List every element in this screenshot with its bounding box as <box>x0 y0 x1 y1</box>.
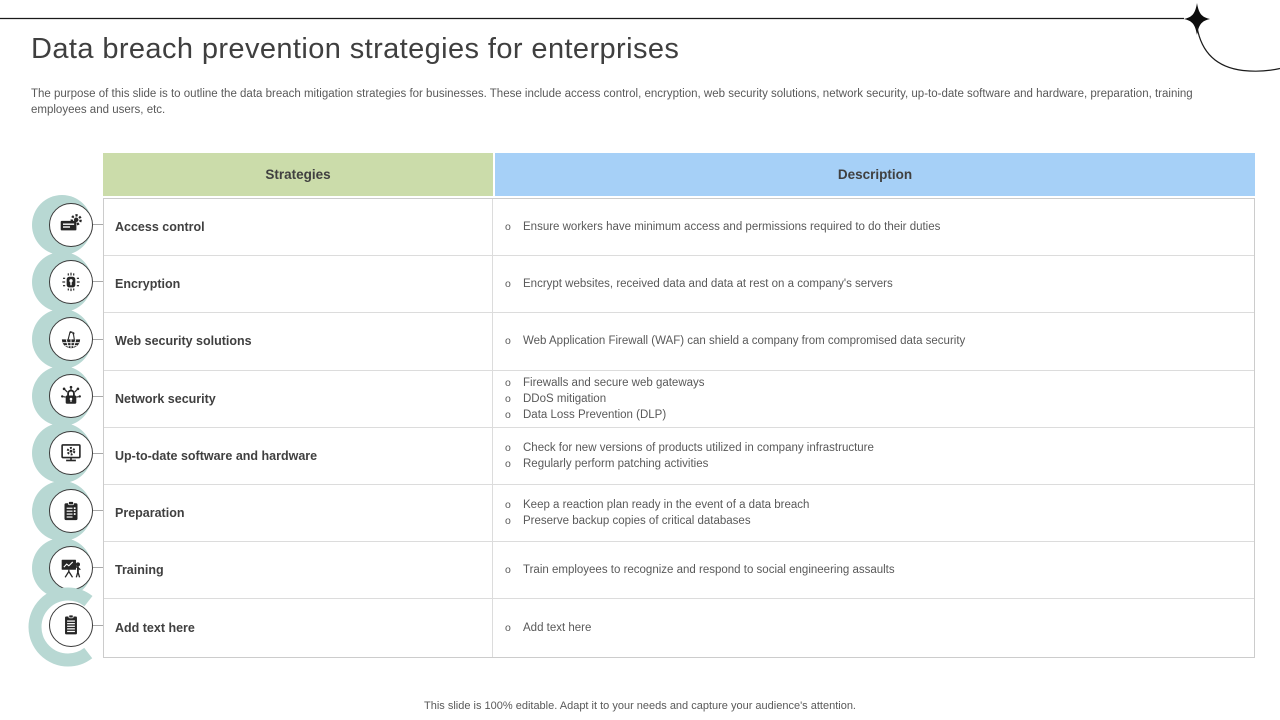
strategy-label: Web security solutions <box>115 334 252 349</box>
table-row <box>104 428 1254 485</box>
bullet-marker: o <box>505 408 511 421</box>
icon-rail <box>0 196 110 658</box>
description-bullet <box>505 391 705 407</box>
bullet-text: Keep a reaction plan ready in the event of a data breach <box>523 499 810 512</box>
strategy-label: Network security <box>115 391 216 406</box>
bullet-text: Data Loss Prevention (DLP) <box>523 408 667 421</box>
strategy-cell <box>104 199 493 255</box>
bullet-list <box>505 219 940 235</box>
bullet-marker: o <box>505 441 511 454</box>
preparation-icon <box>49 489 93 533</box>
encryption-icon <box>49 260 93 304</box>
web-security-icon <box>49 317 93 361</box>
strategy-cell <box>104 428 493 484</box>
bullet-list <box>505 497 809 529</box>
bullet-list <box>505 333 965 349</box>
bullet-text: Encrypt websites, received data and data at rest on a company's servers <box>523 278 893 291</box>
bullet-marker: o <box>505 564 511 577</box>
bullet-marker: o <box>505 221 511 234</box>
bullet-text: Check for new versions of products utilized in company infrastructure <box>523 441 874 454</box>
table-row <box>104 485 1254 542</box>
rail-item <box>0 482 110 539</box>
bullet-text: Train employees to recognize and respond to social engineering assaults <box>523 564 895 577</box>
footer-note: This slide is 100% editable. Adapt it to your needs and capture your audience's attention. <box>424 700 856 712</box>
bullet-marker: o <box>505 335 511 348</box>
bullet-marker: o <box>505 621 511 634</box>
table-row <box>104 542 1254 599</box>
table-body <box>103 198 1255 658</box>
strategy-cell <box>104 485 493 541</box>
table-row <box>104 199 1254 256</box>
description-bullet <box>505 456 874 472</box>
strategy-label: Training <box>115 563 164 578</box>
bullet-marker: o <box>505 376 511 389</box>
description-bullet <box>505 513 809 529</box>
rail-item <box>0 596 110 653</box>
description-bullet <box>505 407 705 423</box>
strategy-label: Up-to-date software and hardware <box>115 448 318 463</box>
bullet-list <box>505 276 893 292</box>
access-control-icon <box>49 203 93 247</box>
description-cell <box>493 428 1254 484</box>
rail-item <box>0 196 110 253</box>
description-cell <box>493 599 1254 656</box>
strategies-table <box>103 153 1255 658</box>
description-bullet <box>505 497 809 513</box>
page-title: Data breach prevention strategies for enterprises <box>31 33 680 65</box>
description-bullet <box>505 440 874 456</box>
bullet-marker: o <box>505 515 511 528</box>
strategy-cell <box>104 599 493 656</box>
column-header-strategies: Strategies <box>103 153 493 196</box>
sparkle-icon <box>1184 3 1210 35</box>
bullet-marker: o <box>505 457 511 470</box>
bullet-text: Add text here <box>523 621 592 634</box>
description-cell <box>493 199 1254 255</box>
strategy-cell <box>104 313 493 369</box>
description-bullet <box>505 562 895 578</box>
bullet-text: DDoS mitigation <box>523 392 607 405</box>
rail-item <box>0 310 110 367</box>
description-bullet <box>505 276 893 292</box>
strategy-cell <box>104 371 493 427</box>
bullet-list <box>505 562 895 578</box>
strategy-label: Access control <box>115 220 205 235</box>
rail-item <box>0 368 110 425</box>
description-cell <box>493 371 1254 427</box>
rail-item <box>0 425 110 482</box>
bullet-text: Firewalls and secure web gateways <box>523 376 705 389</box>
description-cell <box>493 256 1254 312</box>
bullet-text: Preserve backup copies of critical databases <box>523 515 751 528</box>
bullet-marker: o <box>505 392 511 405</box>
description-bullet <box>505 375 705 391</box>
slide-subtitle: The purpose of this slide is to outline the data breach mitigation strategies for businesses. These include access control, encryption, web security solutions, network security, up-to-date software and hardware, preparation, training employees and users, etc. <box>31 88 1193 117</box>
bullet-list <box>505 620 591 636</box>
add-text-icon <box>49 603 93 647</box>
strategy-label: Encryption <box>115 277 181 292</box>
bullet-text: Ensure workers have minimum access and permissions required to do their duties <box>523 221 941 234</box>
rail-item <box>0 253 110 310</box>
training-icon <box>49 546 93 590</box>
bullet-list <box>505 440 874 472</box>
table-row <box>104 313 1254 370</box>
table-header-row <box>103 153 1255 196</box>
strategy-label: Add text here <box>115 620 195 635</box>
strategy-cell <box>104 542 493 598</box>
bullet-marker: o <box>505 499 511 512</box>
description-cell <box>493 313 1254 369</box>
bullet-marker: o <box>505 278 511 291</box>
description-bullet <box>505 620 591 636</box>
bullet-list <box>505 375 705 423</box>
strategy-label: Preparation <box>115 506 185 521</box>
description-cell <box>493 542 1254 598</box>
column-header-description: Description <box>495 153 1255 196</box>
strategy-cell <box>104 256 493 312</box>
table-row <box>104 371 1254 428</box>
network-security-icon <box>49 374 93 418</box>
table-row <box>104 256 1254 313</box>
description-cell <box>493 485 1254 541</box>
bullet-text: Regularly perform patching activities <box>523 457 709 470</box>
description-bullet <box>505 219 940 235</box>
description-bullet <box>505 333 965 349</box>
table-row <box>104 599 1254 656</box>
swash-curve <box>1197 27 1280 71</box>
bullet-text: Web Application Firewall (WAF) can shield a company from compromised data security <box>523 335 966 348</box>
